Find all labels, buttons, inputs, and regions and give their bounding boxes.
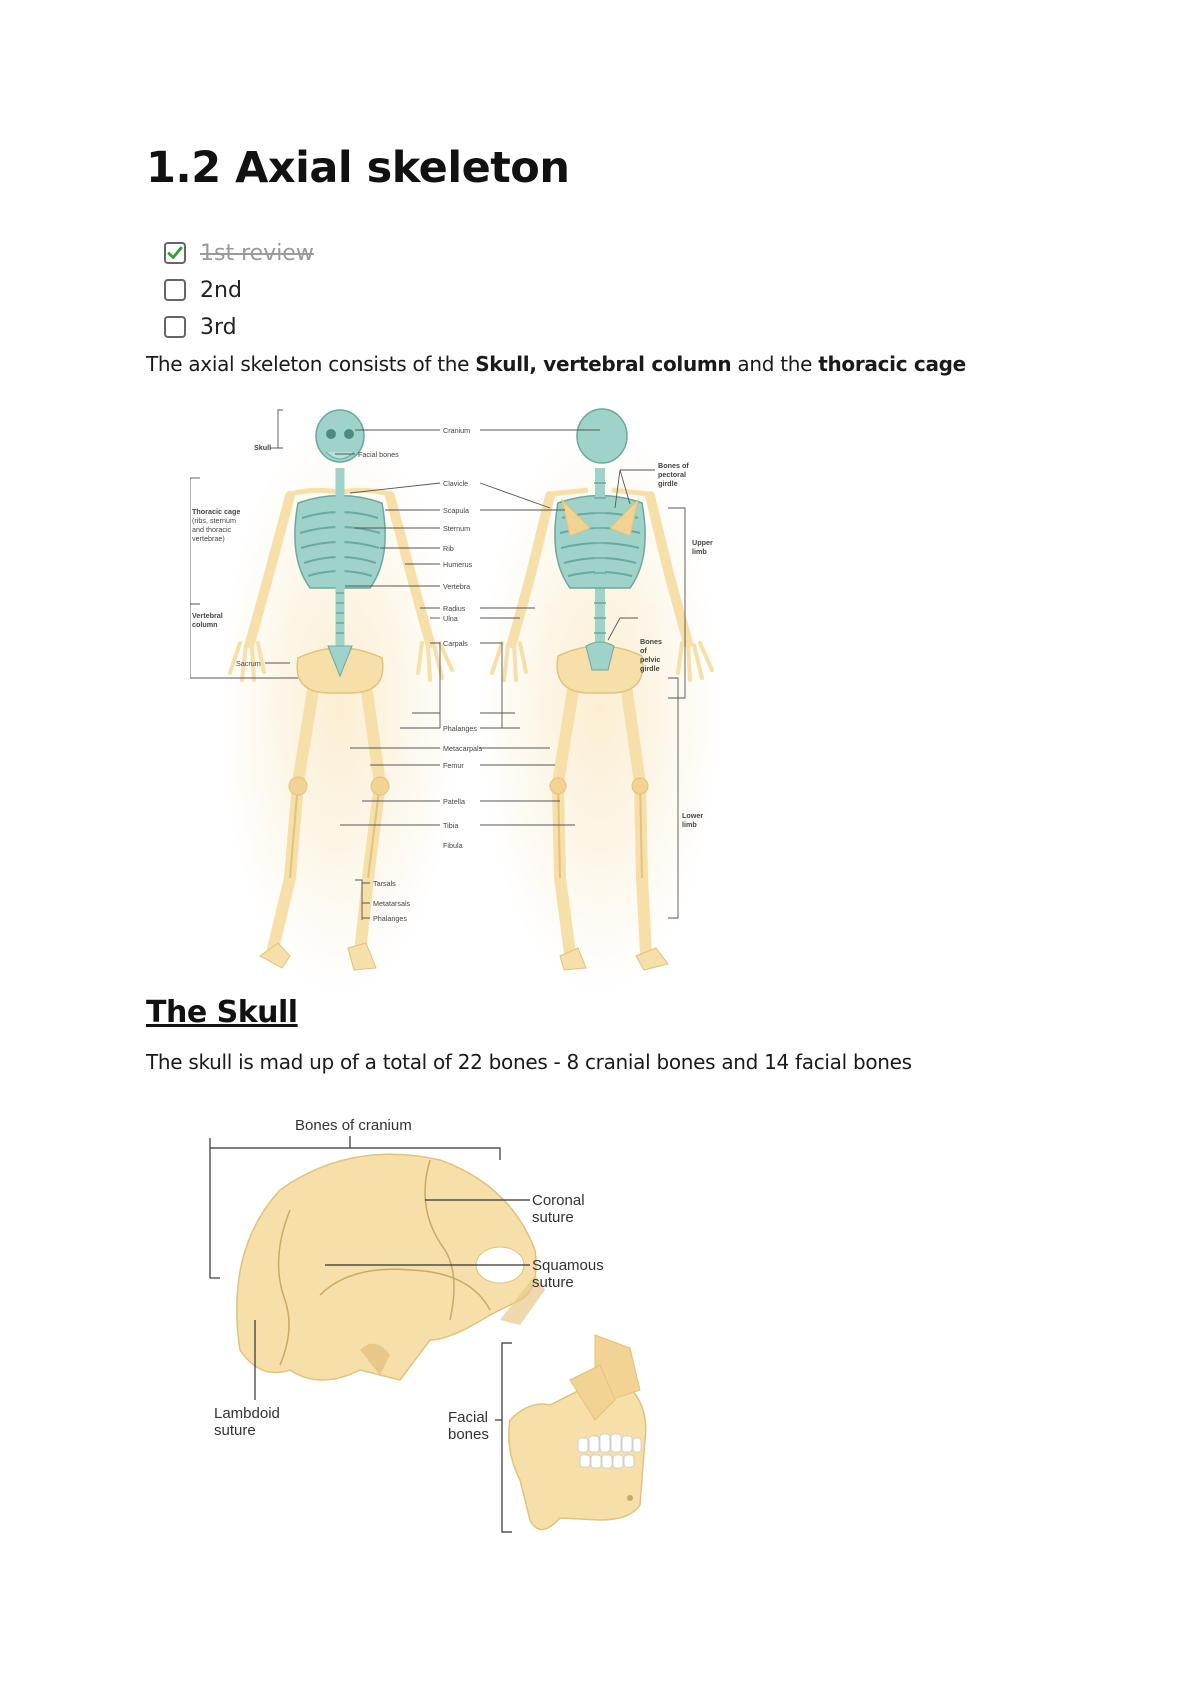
page-title: 1.2 Axial skeleton: [146, 143, 570, 193]
label-pelvic-girdle-2: of: [640, 646, 647, 655]
label-coronal-suture-2: suture: [532, 1209, 574, 1226]
label-cranium: Cranium: [443, 426, 471, 435]
checkbox-checked[interactable]: [164, 242, 186, 264]
teeth: [578, 1434, 641, 1468]
label-facial-bones: Facial bones: [358, 450, 399, 459]
label-vertebral-column: Vertebral: [192, 611, 223, 620]
label-phalanges-foot: Phalanges: [373, 914, 407, 923]
checkbox[interactable]: [164, 316, 186, 338]
label-fibula: Fibula: [443, 841, 463, 850]
checklist-item-label: 1st review: [200, 240, 314, 266]
label-bones-of-cranium: Bones of cranium: [295, 1117, 412, 1134]
section-heading-skull: The Skull: [146, 995, 298, 1030]
label-pectoral-girdle: Bones of: [658, 461, 689, 470]
bold-thoracic-cage: thoracic cage: [818, 352, 966, 376]
checklist-item-2nd[interactable]: [164, 275, 242, 305]
label-squamous-suture-2: suture: [532, 1274, 574, 1291]
label-scapula: Scapula: [443, 506, 469, 515]
label-sacrum: Sacrum: [236, 659, 261, 668]
label-lambdoid-suture: Lambdoid: [214, 1405, 280, 1422]
label-upper-limb: Upper: [692, 538, 713, 547]
label-thoracic-cage-2: (ribs, sternum: [192, 516, 236, 525]
label-phalanges: Phalanges: [443, 724, 477, 733]
label-rib: Rib: [443, 544, 454, 553]
checkmark-icon: [166, 244, 184, 262]
label-pelvic-girdle-3: pelvic: [640, 655, 661, 664]
label-pectoral-girdle-3: girdle: [658, 479, 678, 488]
label-facial-bones-skull: Facial: [448, 1409, 489, 1426]
bold-skull-vertebral: Skull, vertebral column: [475, 352, 732, 376]
checklist-item-1st-review[interactable]: [164, 238, 314, 268]
label-humerus: Humerus: [443, 560, 473, 569]
intro-paragraph: The axial skeleton consists of the Skull, vertebral column and the thoracic cage: [146, 352, 966, 376]
label-thoracic-cage-4: vertebrae): [192, 534, 225, 543]
label-radius: Radius: [443, 604, 466, 613]
label-lower-limb: Lower: [682, 811, 704, 820]
mandible-shape: [509, 1380, 646, 1530]
checkbox[interactable]: [164, 279, 186, 301]
skull-paragraph: The skull is mad up of a total of 22 bones - 8 cranial bones and 14 facial bones: [146, 1050, 912, 1074]
label-thoracic-cage-3: and thoracic: [192, 525, 232, 534]
label-femur: Femur: [443, 761, 464, 770]
label-patella: Patella: [443, 797, 465, 806]
skeleton-figure: [190, 408, 810, 993]
label-carpals: Carpals: [443, 639, 468, 648]
checklist-item-label: 2nd: [200, 277, 242, 303]
label-pelvic-girdle-4: girdle: [640, 664, 660, 673]
label-facial-bones-skull-2: bones: [448, 1426, 489, 1443]
label-metatarsals: Metatarsals: [373, 899, 411, 908]
label-upper-limb-2: limb: [692, 547, 707, 556]
label-tarsals: Tarsals: [373, 879, 396, 888]
checklist-item-3rd[interactable]: [164, 312, 237, 342]
label-squamous-suture: Squamous: [532, 1257, 604, 1274]
label-lambdoid-suture-2: suture: [214, 1422, 256, 1439]
label-thoracic-cage: Thoracic cage: [192, 507, 241, 516]
label-coronal-suture: Coronal: [532, 1192, 585, 1209]
checklist-item-label: 3rd: [200, 314, 237, 340]
front-skeleton: [220, 410, 460, 988]
label-vertebra: Vertebra: [443, 582, 471, 591]
label-vertebral-column-2: column: [192, 620, 218, 629]
label-pectoral-girdle-2: pectoral: [658, 470, 686, 479]
label-ulna: Ulna: [443, 614, 458, 623]
label-lower-limb-2: limb: [682, 820, 697, 829]
label-skull: Skull: [254, 443, 272, 452]
label-clavicle: Clavicle: [443, 479, 469, 488]
skull-figure: [200, 1100, 720, 1555]
label-tibia: Tibia: [443, 821, 459, 830]
label-sternum: Sternum: [443, 524, 471, 533]
label-pelvic-girdle: Bones: [640, 637, 662, 646]
label-metacarpals: Metacarpals: [443, 744, 483, 753]
